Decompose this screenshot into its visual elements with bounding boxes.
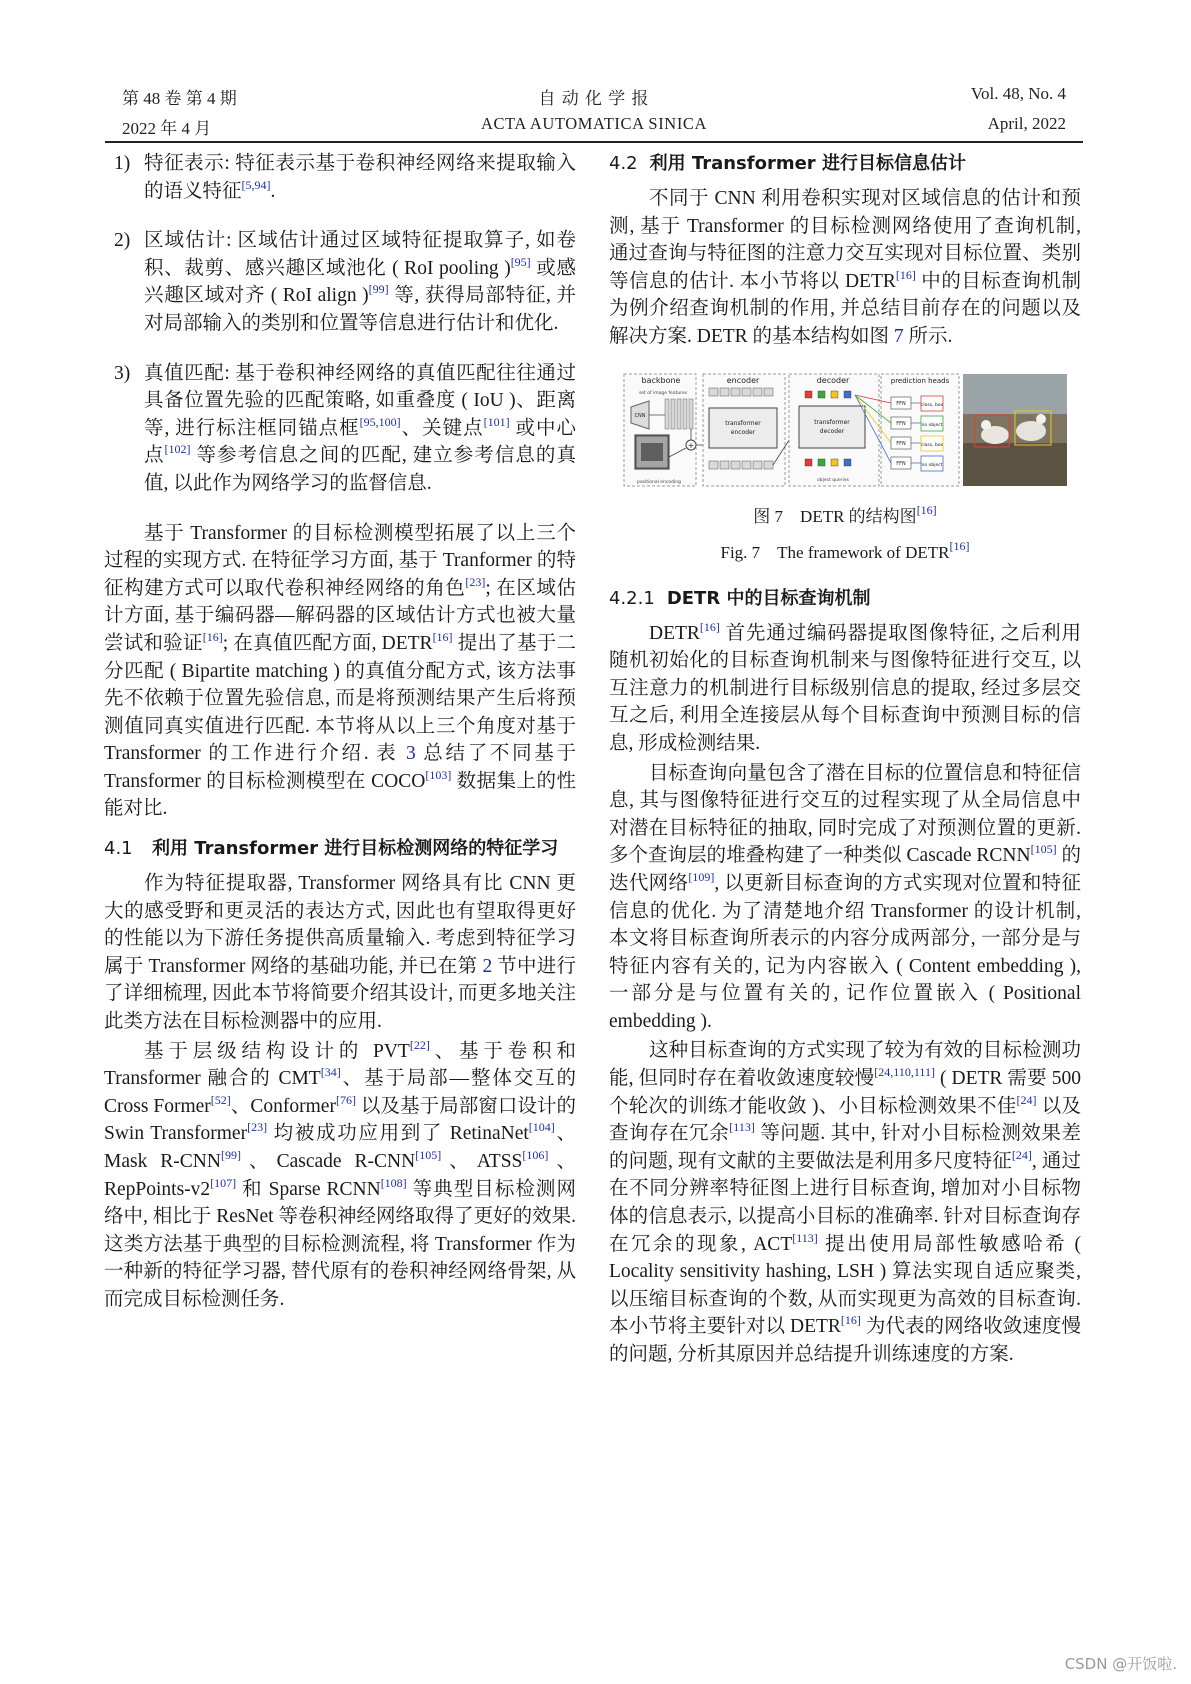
citation-link[interactable]: [22] — [409, 1037, 430, 1052]
figure-caption-cn: 图 7 DETR 的结构图[16] — [753, 502, 937, 526]
section-ref-link[interactable]: 2 — [482, 955, 493, 977]
transformer-decoder — [799, 406, 865, 448]
citation-link[interactable]: [101] — [483, 414, 510, 429]
citation-link[interactable]: [104] — [528, 1120, 555, 1135]
ffn-label: FFN — [896, 400, 906, 407]
section-heading-4-2: 4.2 利用 Transformer 进行目标信息估计 — [609, 153, 966, 174]
cnn-label: CNN — [634, 412, 646, 419]
citation-link[interactable]: [102] — [164, 442, 191, 457]
citation-link[interactable]: [16] — [895, 267, 916, 282]
citation-link[interactable]: [103] — [425, 767, 452, 782]
citation-link[interactable]: [24,110,111] — [874, 1065, 935, 1080]
citation-link[interactable]: [5,94] — [241, 177, 271, 192]
features-label: set of image features — [638, 390, 688, 396]
output-label: class, box — [920, 442, 944, 448]
svg-text:transformer: transformer — [725, 419, 761, 427]
paragraph: 作为特征提取器, Transformer 网络具有比 CNN 更大的感受野和更灵活的表达方式, 因此也有望取得更好的性能以为下游任务提供高质量输入. 考虑到特征学习属于 Transformer 网络的基础功能, 并已在第 2 节中进行了详细梳理, 因此本节将简要介绍其设计, 而更多地关注此类方法在目标检测器中的应用. — [104, 873, 576, 1033]
svg-text:transformer: transformer — [814, 418, 850, 426]
journal-title-cn: 自 动 化 学 报 — [538, 89, 650, 108]
citation-link[interactable]: [76] — [335, 1092, 356, 1107]
citation-link[interactable]: [34] — [320, 1065, 341, 1080]
svg-text:decoder: decoder — [819, 427, 845, 435]
header-rule — [105, 141, 1083, 143]
pos-enc-label: positional encoding — [637, 479, 681, 485]
citation-link[interactable]: [16] — [840, 1313, 861, 1328]
citation-link[interactable]: [95] — [510, 254, 531, 269]
citation-link[interactable]: [113] — [729, 1120, 755, 1135]
citation-link[interactable]: [16] — [699, 619, 720, 634]
citation-link[interactable]: [24] — [1016, 1092, 1037, 1107]
page-header — [122, 84, 1066, 144]
backbone-label: backbone — [641, 375, 681, 385]
citation-link[interactable]: [24] — [1011, 1147, 1032, 1162]
citation-link[interactable]: [106] — [522, 1148, 549, 1162]
prediction-heads-label: prediction heads — [890, 376, 950, 385]
citation-link[interactable]: [107] — [210, 1175, 237, 1190]
paragraph: 这种目标查询的方式实现了较为有效的目标检测功能, 但同时存在着收敛速度较慢[24,110,111] ( DETR 需要 500 个轮次的训练才能收敛 )、小目标检测效果不佳[24] 以及查询存在冗余[113] 等问题. 其中, 针对小目标检测效果差的问题, 现有文献的主要做法是利用多尺度特征[24], 通过在不同分辨率特征图上进行目标查询, 增加对小目标物体的信息表示, 以提高小目标的准确率. 针对目标查询存在冗余的现象, ACT[113] 提出使用局部性敏感哈希 ( Locality sensitivity hashing, LSH ) 算法实现自适应聚类, 以压缩目标查询的个数, 从而实现更为高效的目标查询. 本小节将主要针对以 DETR[16] 为代表的网络收敛速度慢的问题, 分析其原因并总结提升训练速度的方案. — [609, 1040, 1081, 1365]
svg-text:+: + — [687, 440, 695, 450]
detr-diagram — [623, 373, 1067, 491]
citation-link[interactable]: [99] — [368, 282, 389, 297]
ffn-label: FFN — [896, 460, 906, 467]
list-item: 1) 特征表示: 特征表示基于卷积神经网络来提取输入的语义特征[5,94]. — [114, 153, 576, 202]
ffn-label: FFN — [896, 440, 906, 447]
citation-link[interactable]: [105] — [415, 1148, 442, 1162]
paragraph: 目标查询向量包含了潜在目标的位置信息和特征信息, 其与图像特征进行交互的过程实现了从全局信息中对潜在目标特征的抽取, 同时完成了对预测位置的更新. 多个查询层的堆叠构建了一种类似 Cascade RCNN[105] 的迭代网络[109], 以更新目标查询的方式实现对位置和特征信息的优化. 为了清楚地介绍 Transformer 的设计机制, 本文将目标查询所表示的内容分成两部分, 一部分是与特征内容有关的, 记为内容嵌入 ( Content embedding ), 一部分是与位置有关的, 记作位置嵌入 ( Positional embedding ). — [609, 762, 1081, 1032]
citation-link[interactable]: [16] — [916, 502, 937, 517]
output-label: no object — [921, 422, 943, 428]
citation-link[interactable]: [105] — [1030, 842, 1057, 857]
figure-caption-en: Fig. 7 The framework of DETR[16] — [720, 538, 970, 562]
citation-link[interactable]: [52] — [210, 1092, 231, 1107]
ffn-label: FFN — [896, 420, 906, 427]
date-en: April, 2022 — [987, 114, 1066, 133]
citation-link[interactable]: [109] — [688, 869, 715, 884]
encoder-label: encoder — [726, 375, 760, 385]
svg-text:encoder: encoder — [730, 428, 756, 436]
watermark: CSDN @开饭啦. — [1064, 1655, 1177, 1673]
left-column — [104, 150, 576, 1316]
figure-ref-link[interactable]: 7 — [893, 325, 904, 347]
citation-link[interactable]: [16] — [432, 629, 453, 644]
section-heading-4-2-1: 4.2.1 DETR 中的目标查询机制 — [609, 587, 871, 609]
citation-link[interactable]: [99] — [220, 1148, 241, 1162]
output-label: class, box — [920, 402, 944, 408]
paragraph: 基于层级结构设计的 PVT[22]、基于卷积和 Transformer 融合的 CMT[34]、基于局部—整体交互的 Cross Former[52]、Conformer[76] 以及基于局部窗口设计的 Swin Transformer[23] 均被成功应用到了 RetinaNet[104]、Mask R-CNN[99]、Cascade R-CNN[105]、ATSS[106]、RepPoints-v2[107] 和 Sparse RCNN[108] 等典型目标检测网络中, 相比于 ResNet 等卷积神经网络取得了更好的效果. 这类方法基于典型的目标检测流程, 将 Transformer 作为一种新的特征学习器, 替代原有的卷积神经网络骨架, 从而完成目标检测任务. — [104, 1037, 576, 1310]
detection-result-photo — [963, 374, 1067, 486]
right-column — [609, 150, 1081, 1371]
citation-link[interactable]: [23] — [247, 1120, 268, 1135]
list-item: 2) 区域估计: 区域估计通过区域特征提取算子, 如卷积、裁剪、感兴趣区域池化 ( RoI pooling )[95] 或感兴趣区域对齐 ( RoI align )[99] 等, 获得局部特征, 并对局部输入的类别和位置等信息进行估计和优化. — [114, 230, 576, 334]
citation-link[interactable]: [16] — [949, 538, 970, 553]
date-cn: 2022 年 4 月 — [122, 119, 212, 138]
object-queries-label: object queries — [817, 477, 849, 483]
output-label: no object — [921, 462, 943, 468]
volume-en: Vol. 48, No. 4 — [970, 84, 1066, 103]
transformer-encoder — [709, 408, 777, 448]
feature-bars — [665, 399, 693, 429]
paragraph: DETR[16] 首先通过编码器提取图像特征, 之后利用随机初始化的目标查询机制来与图像特征进行交互, 以互注意力的机制进行目标级别信息的提取, 经过多层交互之后, 利用全连接层从每个目标查询中预测目标的信息, 形成检测结果. — [609, 619, 1081, 754]
citation-link[interactable]: [95,100] — [359, 414, 401, 429]
table-ref-link[interactable]: 3 — [405, 743, 416, 765]
section-heading-4-1: 4.1 利用 Transformer 进行目标检测网络的特征学习 — [104, 838, 559, 860]
citation-link[interactable]: [23] — [465, 574, 486, 589]
volume-issue: 第 48 卷 第 4 期 — [122, 89, 237, 108]
citation-link[interactable]: [108] — [380, 1175, 407, 1190]
citation-link[interactable]: [113] — [792, 1230, 818, 1245]
list-item: 3) 真值匹配: 基于卷积神经网络的真值匹配往往通过具备位置先验的匹配策略, 如重叠度 ( IoU )、距离等, 进行标注框同锚点框[95,100]、关键点[101] 或中心点[102] 等参考信息之间的匹配, 建立参考信息的真值, 以此作为网络学习的监督信息. — [114, 362, 576, 494]
journal-title-en: ACTA AUTOMATICA SINICA — [480, 114, 708, 133]
paragraph: 不同于 CNN 利用卷积实现对区域信息的估计和预测, 基于 Transformer 的目标检测网络使用了查询机制, 通过查询与特征图的注意力交互实现对目标位置、类别等信息的估计. 本小节将以 DETR[16] 中的目标查询机制为例介绍查询机制的作用, 并总结目前存在的问题以及解决方案. DETR 的基本结构如图 7 所示. — [609, 188, 1081, 347]
decoder-label: decoder — [816, 375, 850, 385]
citation-link[interactable]: [16] — [202, 629, 223, 644]
paragraph: 基于 Transformer 的目标检测模型拓展了以上三个过程的实现方式. 在特征学习方面, 基于 Tranformer 的特征构建方式可以取代卷积神经网络的角色[23]; 在区域估计方面, 基于编码器—解码器的区域估计方式也被大量尝试和验证[16]; 在真值匹配方面, DETR[16] 提出了基于二分匹配 ( Bipartite matching ) 的真值分配方式, 该方法事先不依赖于位置先验信息, 而是将预测结果产生后将预测值同真实值进行匹配. 本节将从以上三个角度对基于 Transformer 的工作进行介绍. 表 3 总结了不同基于 Transformer 的目标检测模型在 COCO[103] 数据集上的性能对比. — [104, 522, 576, 820]
figure-detr-framework — [609, 373, 1081, 491]
